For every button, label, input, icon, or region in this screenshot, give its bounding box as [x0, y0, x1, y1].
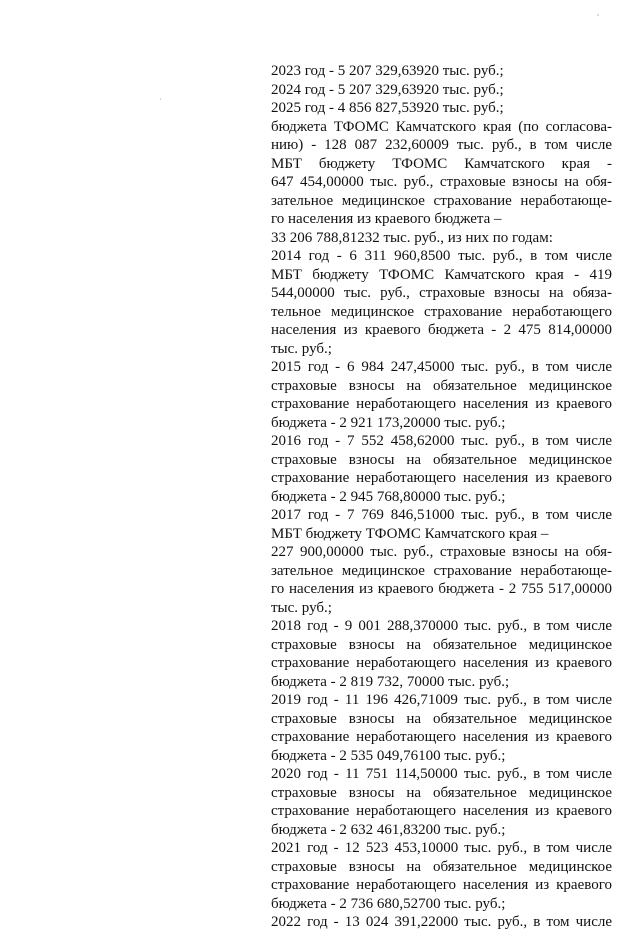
text-line: зательное медицинское страхование неработающе- [271, 562, 612, 579]
text-line: бюджета - 2 819 732, 70000 тыс. руб.; [271, 673, 510, 690]
text-line: бюджета - 2 945 768,80000 тыс. руб.; [271, 488, 506, 505]
text-line: МБТ бюджету ТФОМС Камчатского края - [271, 155, 612, 172]
text-line: 2021 год - 12 523 453,10000 тыс. руб., в том числе [271, 840, 612, 856]
scan-speck [597, 14, 599, 16]
text-line: 647 454,00000 тыс. руб., страховые взносы на обя- [271, 174, 612, 190]
text-line: тельное медицинское страхование неработающего [271, 303, 612, 320]
text-line: тыс. руб.; [271, 340, 332, 357]
text-line: тыс. руб.; [271, 599, 332, 616]
text-line: нию) - 128 087 232,60009 тыс. руб., в том числе [271, 137, 612, 153]
text-line: 227 900,00000 тыс. руб., страховые взносы на обя- [271, 544, 612, 560]
text-line: 2022 год - 13 024 391,22000 тыс. руб., в том числе [271, 914, 612, 930]
text-line: МБТ бюджету ТФОМС Камчатского края – [271, 525, 549, 542]
text-line: страховые взносы на обязательное медицинское [271, 451, 612, 468]
text-line: страхование неработающего населения из краевого [271, 803, 612, 819]
text-line: страховые взносы на обязательное медицинское [271, 784, 612, 801]
text-line: страховые взносы на обязательное медицинское [271, 636, 612, 653]
text-line: 2025 год - 4 856 827,53920 тыс. руб.; [271, 100, 504, 116]
text-line: МБТ бюджету ТФОМС Камчатского края - 419 [271, 266, 612, 283]
text-line: страховые взносы на обязательное медицинское [271, 710, 612, 727]
text-line: зательное медицинское страхование неработающе- [271, 192, 612, 209]
text-line: 2020 год - 11 751 114,50000 тыс. руб., в том числе [271, 766, 612, 782]
text-line: 2019 год - 11 196 426,71009 тыс. руб., в том числе [271, 692, 612, 708]
text-line: бюджета - 2 535 049,76100 тыс. руб.; [271, 747, 506, 764]
text-line: страховые взносы на обязательное медицинское [271, 858, 612, 875]
text-line: 2024 год - 5 207 329,63920 тыс. руб.; [271, 81, 504, 98]
text-line: страхование неработающего населения из краевого [271, 470, 612, 486]
text-line: бюджета - 2 632 461,83200 тыс. руб.; [271, 821, 506, 838]
text-line: бюджета ТФОМС Камчатского края (по согласова- [271, 118, 612, 135]
text-line: 2015 год - 6 984 247,45000 тыс. руб., в том числе [271, 359, 612, 375]
text-line: населения из краевого бюджета - 2 475 814,00000 [271, 322, 612, 338]
text-line: страхование неработающего населения из краевого [271, 655, 612, 671]
text-line: страхование неработающего населения из краевого [271, 877, 612, 893]
document-text-column [271, 62, 612, 932]
text-line: го населения из краевого бюджета – [271, 211, 502, 227]
text-line: 2018 год - 9 001 288,370000 тыс. руб., в том числе [271, 618, 612, 634]
text-line: бюджета - 2 736 680,52700 тыс. руб.; [271, 895, 506, 912]
text-line: страхование неработающего населения из краевого [271, 396, 612, 412]
text-line: 2017 год - 7 769 846,51000 тыс. руб., в том числе [271, 507, 612, 523]
text-line: страхование неработающего населения из краевого [271, 729, 612, 745]
text-line: 2016 год - 7 552 458,62000 тыс. руб., в том числе [271, 433, 612, 449]
text-line: бюджета - 2 921 173,20000 тыс. руб.; [271, 414, 506, 431]
text-line: 2014 год - 6 311 960,8500 тыс. руб., в том числе [271, 248, 612, 264]
text-line: 544,00000 тыс. руб., страховые взносы на обяза- [271, 285, 612, 301]
text-line: 33 206 788,81232 тыс. руб., из них по годам: [271, 229, 553, 246]
text-line: 2023 год - 5 207 329,63920 тыс. руб.; [271, 63, 504, 79]
scan-speck [160, 98, 161, 100]
text-line: страховые взносы на обязательное медицинское [271, 377, 612, 394]
text-line: го населения из краевого бюджета - 2 755 517,00000 [271, 581, 612, 597]
